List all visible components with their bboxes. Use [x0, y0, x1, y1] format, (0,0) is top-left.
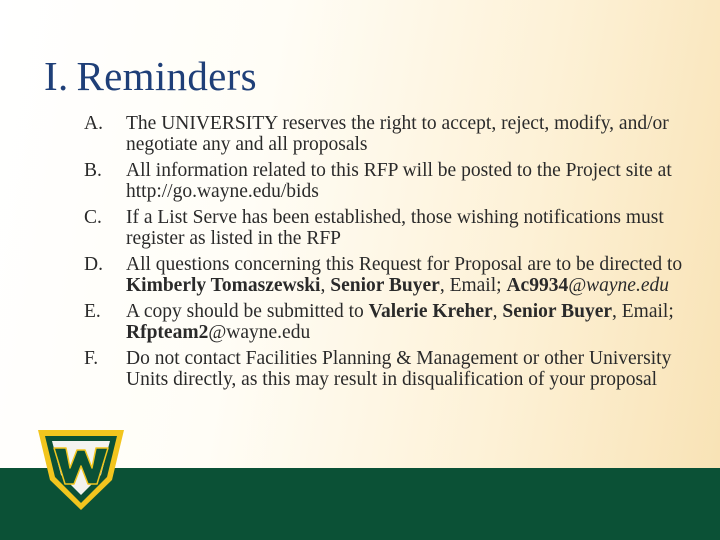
list-item-marker: B.	[84, 160, 102, 181]
list-item	[84, 160, 699, 202]
list-item-text: If a List Serve has been established, those wishing notifications must register as listed in the RFP	[126, 207, 664, 249]
list-item	[84, 301, 699, 343]
list-item-text: A copy should be submitted to	[126, 301, 369, 322]
list-item-marker: E.	[84, 301, 101, 322]
list-item-text: ,	[320, 275, 331, 296]
list-item-text: All information related to this RFP will be posted to the Project site at http://go.wayne.edu/bids	[126, 160, 672, 202]
list-item-text: All questions concerning this Request for Proposal are to be directed to	[126, 254, 683, 275]
list-item-text: Valerie Kreher	[368, 301, 493, 322]
list-item-marker: A.	[84, 113, 103, 134]
list-item	[84, 254, 699, 296]
list-item-marker: F.	[84, 348, 99, 369]
list-item-text: Do not contact Facilities Planning & Management or other University Units directly, as this may result in disqualification of your proposal	[126, 348, 672, 390]
list-item-marker: D.	[84, 254, 103, 275]
list-item-text: Senior Buyer	[330, 275, 440, 296]
list-item-text: Rfpteam2	[126, 322, 209, 343]
list-item-text: ,	[492, 301, 503, 322]
list-item-text: , Email;	[612, 301, 674, 322]
slide-title	[44, 52, 257, 100]
list-item-text: @wayne.edu	[568, 275, 669, 296]
list-item-marker: C.	[84, 207, 102, 228]
list-item	[84, 348, 699, 390]
reminders-list	[84, 113, 699, 395]
list-item	[84, 207, 699, 249]
title-text: Reminders	[76, 53, 257, 99]
list-item-text: The UNIVERSITY reserves the right to accept, reject, modify, and/or negotiate any and all proposals	[126, 113, 669, 155]
title-number: I.	[44, 53, 69, 99]
wayne-state-w-shield-icon	[34, 424, 128, 512]
list-item-text: Senior Buyer	[502, 301, 613, 322]
list-item-text: , Email;	[439, 275, 507, 296]
list-item-text: Ac9934	[506, 275, 569, 296]
list-item-text: @wayne.edu	[208, 322, 311, 343]
list-item-text: Kimberly Tomaszewski	[126, 275, 321, 296]
list-item	[84, 113, 699, 155]
